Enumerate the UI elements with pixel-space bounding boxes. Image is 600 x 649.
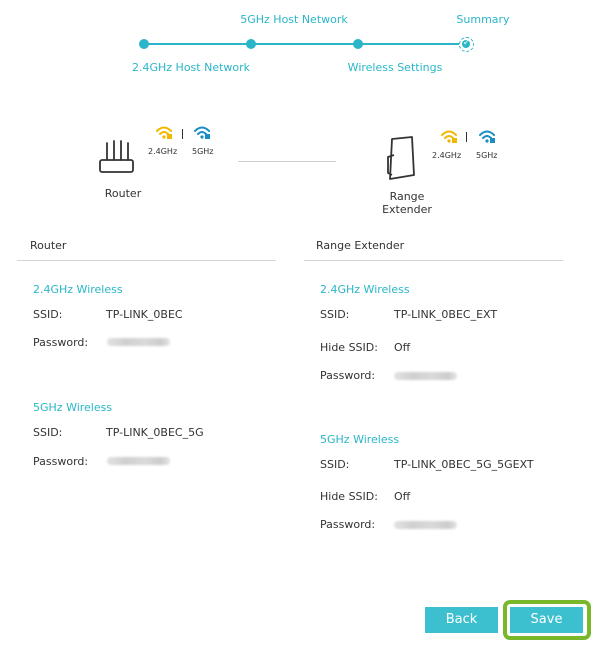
extender-5ghz-hide-value: Off: [394, 490, 411, 503]
router-5ghz-ssid-value: TP-LINK_0BEC_5G: [106, 426, 204, 439]
router-icon: [98, 140, 136, 176]
extender-24ghz-ssid-value: TP-LINK_0BEC_EXT: [394, 308, 498, 321]
extender-24ghz-password-label: Password:: [320, 369, 376, 382]
check-icon: ✓: [462, 38, 471, 48]
step-dot-5ghz-host: [246, 39, 256, 49]
router-heading: Router: [30, 239, 67, 252]
step-label-5ghz-host: 5GHz Host Network: [240, 13, 348, 26]
extender-heading: Range Extender: [316, 239, 405, 252]
extender-24ghz-ssid-label: SSID:: [320, 308, 350, 321]
extender-5ghz-ssid-label: SSID:: [320, 458, 350, 471]
back-button[interactable]: Back: [425, 607, 498, 633]
wifi-5ghz-icon: [193, 125, 211, 141]
extender-5ghz-ssid-value: TP-LINK_0BEC_5G_5GEXT: [394, 458, 534, 471]
band-label-24ghz: 2.4GHz: [148, 147, 178, 156]
extender-band-label-5ghz: 5GHz: [476, 151, 498, 160]
extender-divider: [304, 260, 563, 261]
router-divider: [17, 260, 276, 261]
extender-5ghz-password-value: [394, 521, 457, 529]
extender-label-line2: Extender: [382, 203, 432, 216]
extender-wifi-24ghz-icon: [440, 129, 458, 145]
step-label-summary: Summary: [456, 13, 510, 26]
extender-5ghz-title: 5GHz Wireless: [320, 433, 400, 446]
extender-5ghz-hide-label: Hide SSID:: [320, 490, 378, 503]
router-24ghz-title: 2.4GHz Wireless: [33, 283, 123, 296]
progress-stepper: [0, 0, 600, 80]
connection-line: [238, 161, 336, 162]
step-label-24ghz-host: 2.4GHz Host Network: [131, 61, 251, 74]
extender-24ghz-password-value: [394, 372, 457, 380]
extender-label-line1: Range: [389, 190, 425, 203]
extender-band-separator: [466, 132, 467, 142]
router-label: Router: [104, 187, 142, 200]
step-dot-24ghz-host: [139, 39, 149, 49]
extender-24ghz-hide-label: Hide SSID:: [320, 341, 378, 354]
extender-5ghz-password-label: Password:: [320, 518, 376, 531]
router-5ghz-password-value: [107, 457, 170, 465]
save-button[interactable]: Save: [510, 607, 583, 633]
router-24ghz-password-value: [107, 338, 170, 346]
extender-band-label-24ghz: 2.4GHz: [432, 151, 462, 160]
band-label-5ghz: 5GHz: [192, 147, 214, 156]
router-5ghz-title: 5GHz Wireless: [33, 401, 113, 414]
router-5ghz-ssid-label: SSID:: [33, 426, 63, 439]
extender-wifi-5ghz-icon: [478, 129, 496, 145]
step-dot-wireless-settings: [353, 39, 363, 49]
router-5ghz-password-label: Password:: [33, 455, 89, 468]
extender-24ghz-hide-value: Off: [394, 341, 411, 354]
step-dot-summary-current: [459, 37, 474, 52]
step-label-wireless-settings: Wireless Settings: [347, 61, 443, 74]
router-24ghz-ssid-label: SSID:: [33, 308, 63, 321]
extender-24ghz-title: 2.4GHz Wireless: [320, 283, 410, 296]
wifi-24ghz-icon: [155, 125, 173, 141]
stepper-track: [144, 43, 466, 45]
range-extender-icon: [384, 135, 418, 183]
router-24ghz-password-label: Password:: [33, 336, 89, 349]
router-24ghz-ssid-value: TP-LINK_0BEC: [106, 308, 183, 321]
band-separator: [182, 129, 183, 139]
